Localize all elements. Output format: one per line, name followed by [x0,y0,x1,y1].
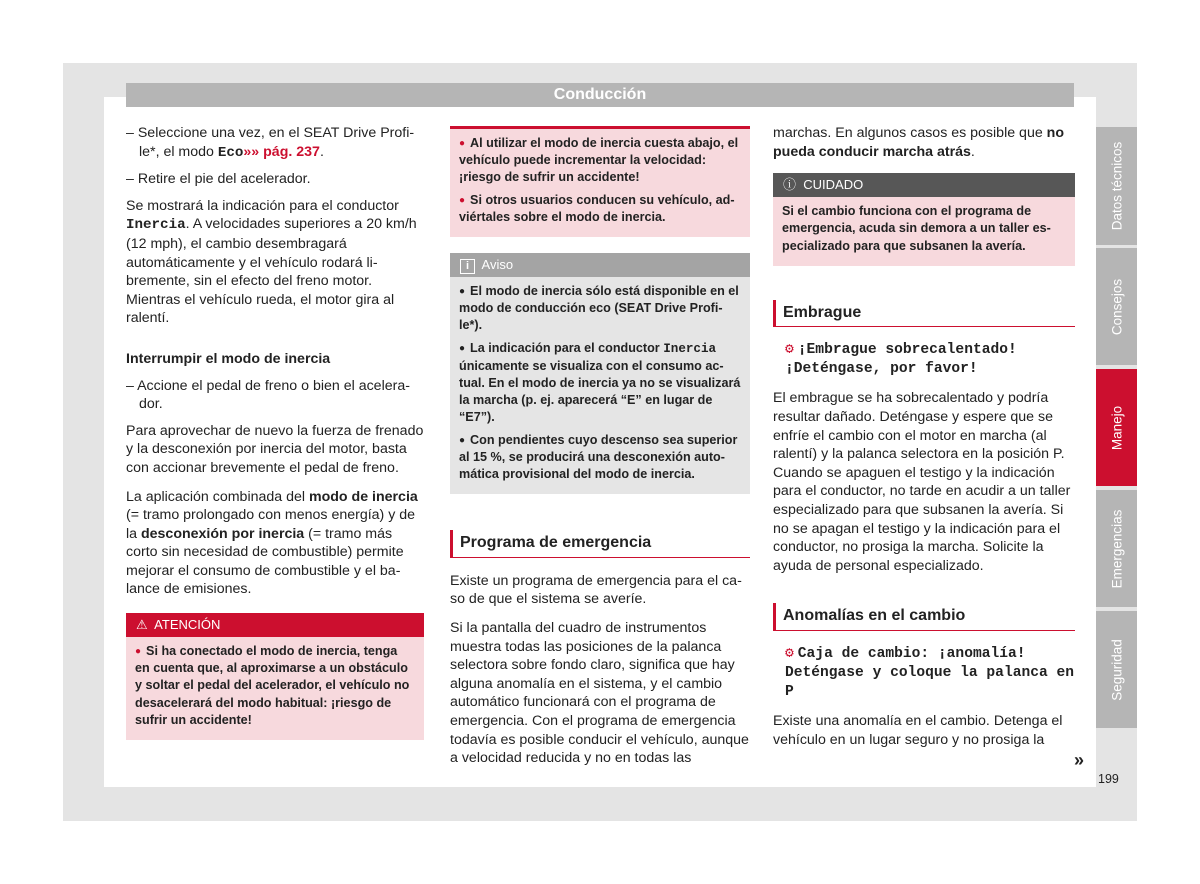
page-reference-link[interactable]: »» pág. 237 [243,143,320,160]
attention-item-other-drivers: ● Si otros usuarios conducen su vehículo, adviértales sobre el modo de inercia. [459,192,741,226]
step-release-pedal: – Retire el pie del acelerador. [126,171,311,188]
interrupt-inertia-heading: Interrumpir el modo de inercia [126,350,331,367]
column-1 [126,124,424,750]
clutch-overheat-paragraph: El embrague se ha sobrecalentado y podría resultar dañado. Deténgase y espere que se enfríe el cambio con el motor en marcha (al ralentí) y la palanca selectora en la posición P. Cuando se apaguen el testigo y la indicación para el conductor, no tarde en acudir a un taller especializado para que subsanen la avería. Si no se apagan el testigo y la indicación para el conductor, no prosiga la marcha. Solicite la ayuda de personal especializado. [773,390,1071,574]
combined-modes-paragraph: La aplicación combinada del modo de inercia (= tramo prolongado con menos energía) y de la desconexión por inercia (= tramo más corto sin necesidad de combustible) permite mejorar el consumo de combustible y el balance de emisiones. [126,488,418,598]
attention-box [126,613,424,740]
attention-item-downhill: ● Al utilizar el modo de inercia cuesta abajo, el vehículo puede incrementar la velocidad: ¡riesgo de sufrir un accidente! [459,135,741,187]
caution-text: Si el cambio funciona con el programa de emergencia, acuda sin demora a un taller especializado para que subsanen la avería. [782,204,1051,253]
chapter-header: Conducción [126,83,1074,107]
engine-braking-paragraph: Para aprovechar de nuevo la fuerza de frenado y la desconexión por inercia del motor, basta con accionar brevemente el pedal de freno. [126,422,424,476]
tab-emergencias[interactable]: Emergencias [1096,490,1137,607]
tab-manejo[interactable]: Manejo [1096,369,1137,486]
attention-box-continued [450,126,750,237]
section-heading-emergency-program: Programa de emergencia [450,530,750,558]
note-header: i Aviso [450,253,750,277]
warning-triangle-icon: ⚠ [136,617,148,633]
emergency-detail-paragraph: Si la pantalla del cuadro de instrumentos muestra todas las posiciones de la palanca selectora sobre fondo claro, significa que hay alguna anomalía en el sistema, y el cambio automático funcionará con el programa de emergencia. Con el programa de emergencia todavía es posible conducir el vehículo, aunque a velocidad reducida y no en todas las [450,620,749,767]
continue-marker: » [1074,750,1085,770]
caution-circle-icon: ⓘ [783,177,797,193]
clutch-overheat-message: ⚙ ¡Embrague sobrecalentado! ¡Deténgase, por favor! [785,342,1017,378]
gearbox-fault-message: ⚙ Caja de cambio: ¡anomalía! Deténgase y coloque la palanca en P [785,645,1075,700]
section-heading-gearbox-faults: Anomalías en el cambio [773,603,1075,631]
note-box [450,253,750,494]
attention-header: ⚠ ATENCIÓN [126,613,424,637]
column-2 [450,124,750,778]
note-item-eco: ● El modo de inercia sólo está disponible en el modo de conducción eco (SEAT Drive Profile*). [459,283,741,335]
note-item-indication: ● La indicación para el conductor Inercia únicamente se visualiza con el consumo actual. En el modo de inercia ya no se visualizará la marcha (p. ej. aparecerá “E” en lugar de “E7”). [459,340,741,427]
tab-seguridad[interactable]: Seguridad [1096,611,1137,728]
inertia-indication-paragraph: Se mostrará la indicación para el conductor Inercia. A velocidades superiores a 20 km/h (12 mph), el cambio desembragará automáticamente y el vehículo rodará libremente, sin el efecto del freno motor. Mientras el vehículo rueda, el motor gira al ralentí. [126,197,417,327]
step-press-pedal: – Accione el pedal de freno o bien el acelerador. [126,377,410,413]
warning-light-icon: ⚙ [785,342,794,359]
section-heading-clutch: Embrague [773,300,1075,328]
page-number: 199 [1098,772,1119,786]
info-icon: i [460,259,475,274]
tab-datos-tecnicos[interactable]: Datos técnicos [1096,127,1137,245]
caution-header: ⓘ CUIDADO [773,173,1075,197]
gearbox-fault-paragraph: Existe una anomalía en el cambio. Detenga el vehículo en un lugar seguro y no prosiga la [773,712,1063,748]
caution-box [773,173,1075,266]
tab-consejos[interactable]: Consejos [1096,248,1137,365]
step-select-mode: – Seleccione una vez, en el SEAT Drive Profile*, el modo Eco»» pág. 237. [126,125,415,161]
reverse-gear-paragraph: marchas. En algunos casos es posible que no pueda conducir marcha atrás. [773,125,1065,160]
warning-light-icon: ⚙ [785,645,794,662]
attention-text: ● Si ha conectado el modo de inercia, tenga en cuenta que, al aproximarse a un obstáculo y soltar el pedal del acelerador, el vehículo no desacelerará del modo habitual: ¡riesgo de sufrir un accidente! [135,643,415,729]
note-item-slope: ● Con pendientes cuyo descenso sea superior al 15 %, se producirá una desconexión automática provisional del modo de inercia. [459,432,741,484]
column-3 [773,124,1075,759]
emergency-intro-paragraph: Existe un programa de emergencia para el caso de que el sistema se averíe. [450,572,742,608]
